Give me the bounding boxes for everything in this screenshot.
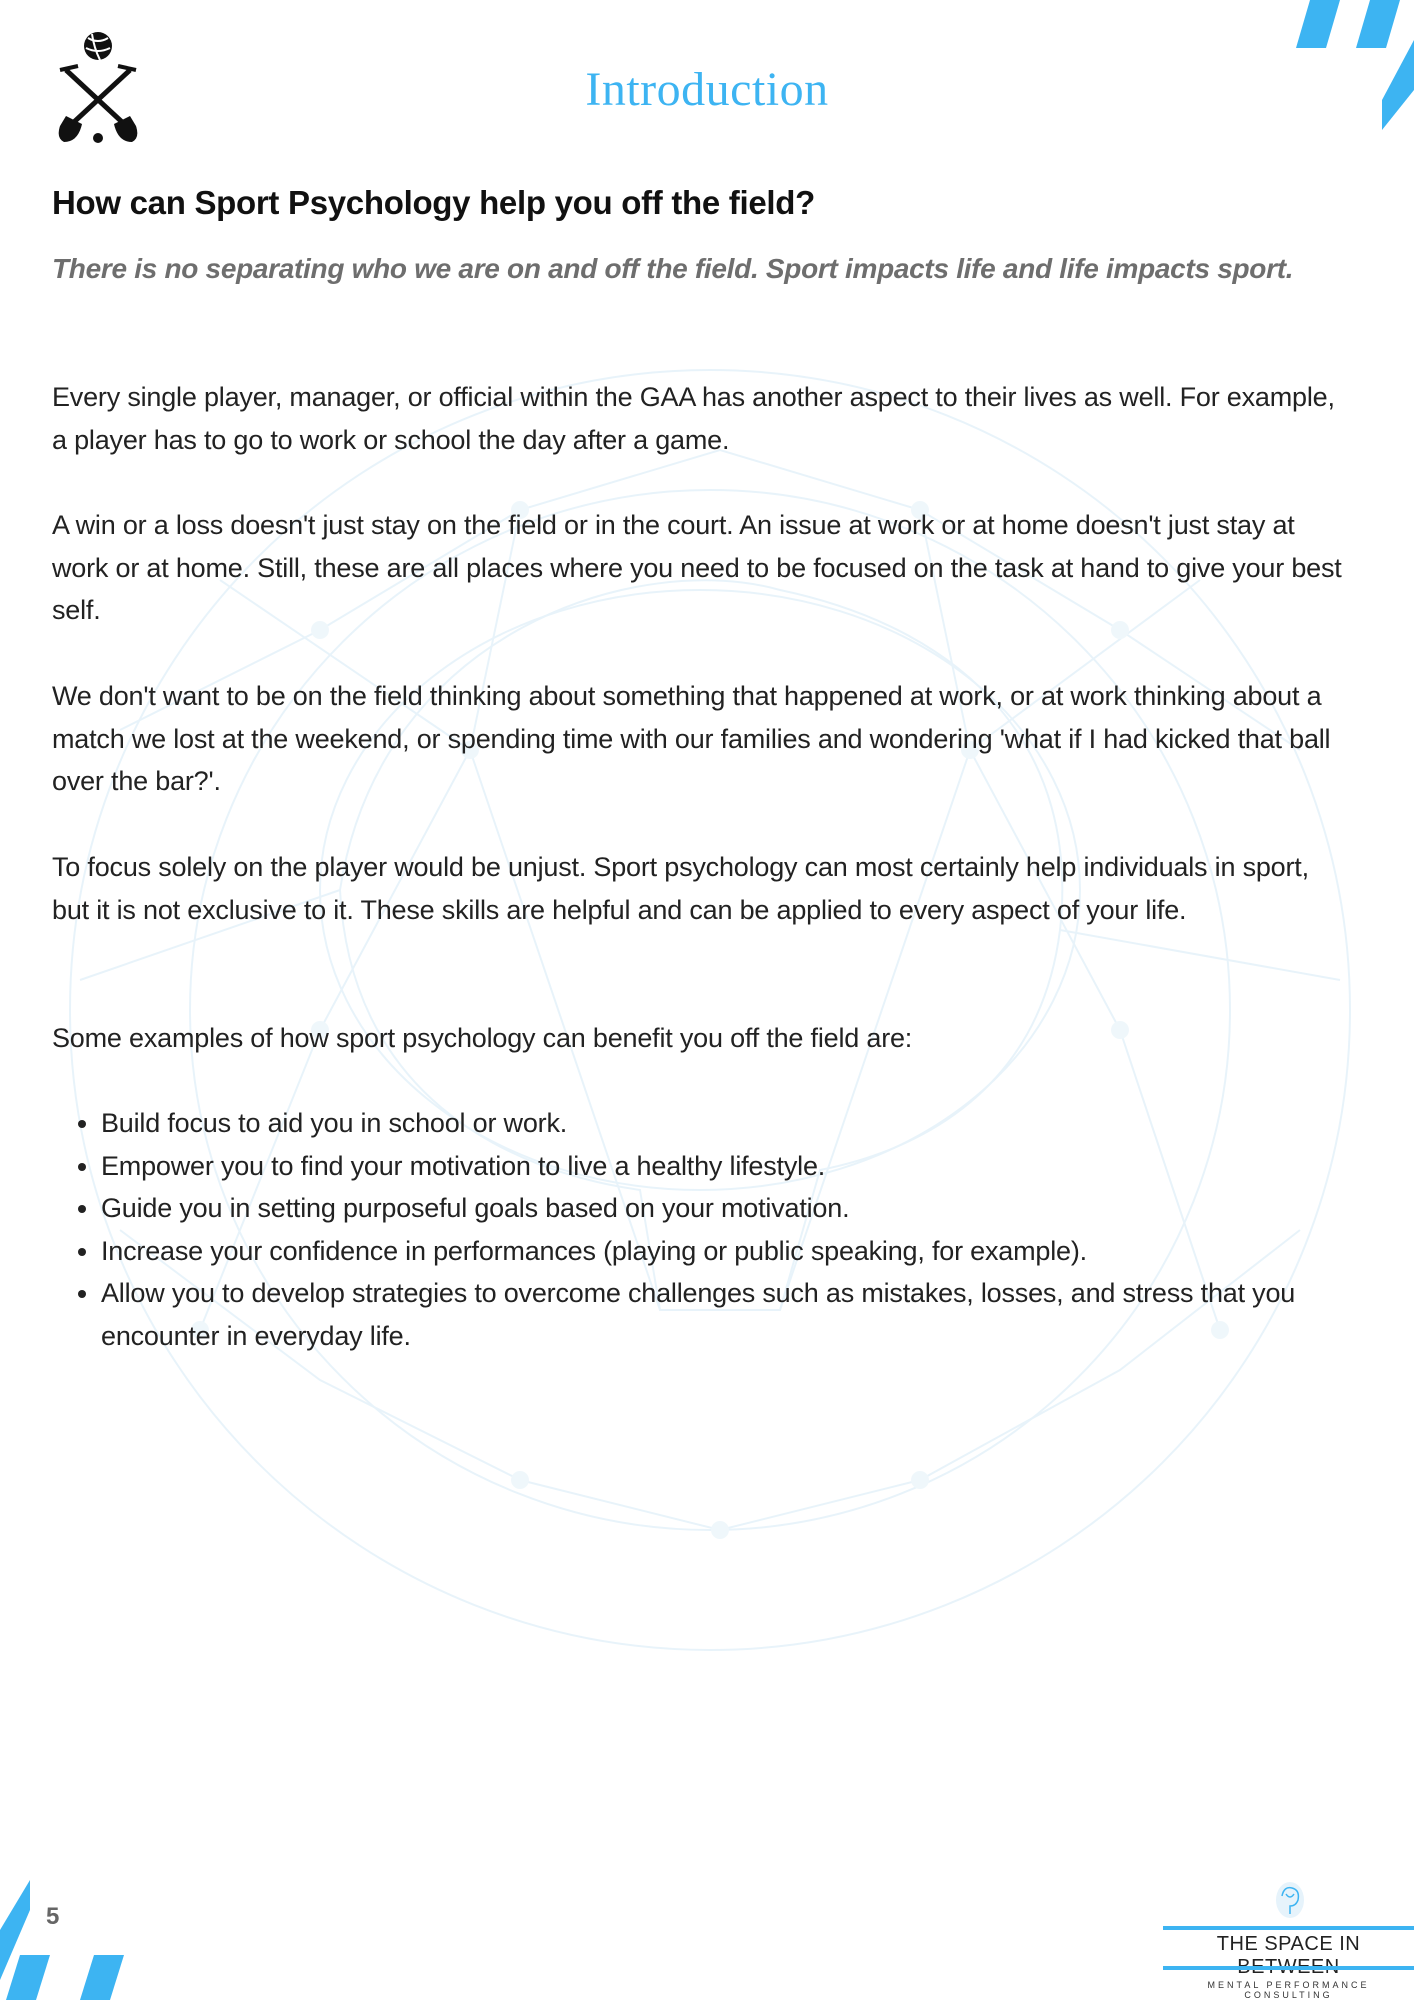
paragraph: We don't want to be on the field thinking about something that happened at work, or at work thinking about a match we lost at the weekend, or spending time with our families and wondering 'what if I had kicked that ball over the bar?'. bbox=[52, 681, 1331, 796]
brand-tagline: MENTAL PERFORMANCE CONSULTING bbox=[1207, 1980, 1370, 2000]
list-item: • Empower you to find your motivation to live a healthy lifestyle. bbox=[101, 1145, 1391, 1188]
brand-divider bbox=[1163, 1966, 1414, 1970]
lead-quote: There is no separating who we are on and off the field. Sport impacts life and life impacts sport. bbox=[52, 253, 1294, 284]
section-heading: How can Sport Psychology help you off the field? bbox=[52, 184, 815, 221]
benefits-list bbox=[52, 1102, 1391, 1357]
list-item: • Guide you in setting purposeful goals based on your motivation. bbox=[101, 1187, 1391, 1230]
list-item: • Increase your confidence in performances (playing or public speaking, for example). bbox=[101, 1230, 1391, 1273]
page-title: Introduction bbox=[585, 63, 829, 116]
corner-stripes-bottom-left bbox=[0, 1875, 130, 2000]
brand-divider bbox=[1163, 1926, 1414, 1930]
list-item: • Allow you to develop strategies to overcome challenges such as mistakes, losses, and stress that you encounter in everyday life. bbox=[101, 1272, 1391, 1357]
paragraph: To focus solely on the player would be unjust. Sport psychology can most certainly help individuals in sport, but it is not exclusive to it. These skills are helpful and can be applied to every aspect of your life. bbox=[52, 852, 1309, 925]
list-item: • Build focus to aid you in school or work. bbox=[101, 1102, 1391, 1145]
paragraph: Some examples of how sport psychology can benefit you off the field are: bbox=[52, 1023, 913, 1053]
brand-name: THE SPACE IN bbox=[1216, 1933, 1361, 1955]
page-number: 5 bbox=[46, 1903, 60, 1930]
paragraph: A win or a loss doesn't just stay on the field or in the court. An issue at work or at home doesn't just stay at work or at home. Still, these are all places where you need to be focused on the task at hand to give your best self. bbox=[52, 510, 1342, 625]
brain-logo-icon bbox=[1272, 1880, 1308, 1920]
paragraph: Every single player, manager, or official within the GAA has another aspect to their lives as well. For example, a player has to go to work or school the day after a game. bbox=[52, 382, 1335, 455]
